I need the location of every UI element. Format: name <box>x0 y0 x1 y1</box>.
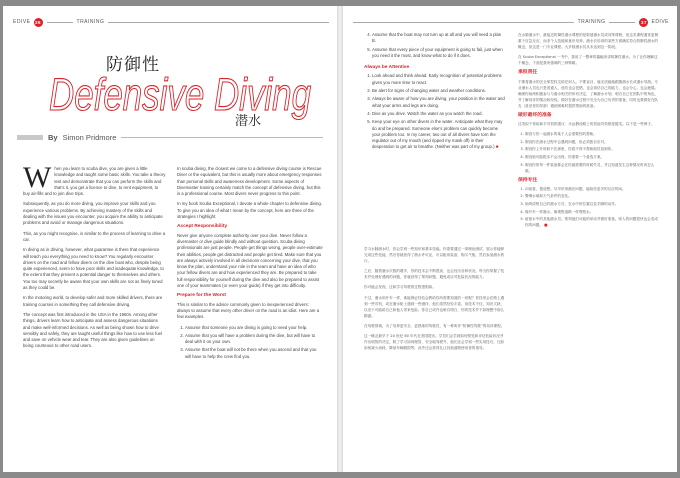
section-label: TRAINING <box>577 19 606 25</box>
byline <box>17 133 323 142</box>
page-number-badge: 36 <box>35 19 42 25</box>
running-header <box>353 17 669 27</box>
paragraph: Subsequently, as you do more diving, you improve your skills and you experience various problems. By achieving mastery of the skills and dealing with the issues you encounter, you acquire the ability to anticipate problems and avoid or manage dangerous situations. <box>23 201 163 226</box>
paragraph: This, as you might recognise, is similar to the process of learning to drive a car. <box>23 230 166 242</box>
header-rule <box>353 22 574 23</box>
list-item: 1. Look ahead and think ahead. Early recognition of potential problems gives you more time to react. <box>372 73 506 86</box>
paragraph <box>23 161 166 197</box>
list-item: 5. Assume that every piece of your equipment is going to fail, just when you need it the most, and know what to do if it does. <box>372 47 506 60</box>
subheading: Accept Responsibility <box>177 224 228 230</box>
list-item: 4. 像开车一样潜水。像观察道路一样观察水。 <box>525 209 661 215</box>
list-item: 4. Assume that the boat may not turn up at all and you will need a plan B. <box>372 32 506 45</box>
paragraph: 不要将潜水的完全掌控权交给任何人。不要盲目、毫无质疑地跟随潜水长或潜水导游。专业潜水人员也只是普通人，他们也会犯错，也会高估自己的能力，也会分心，也会疲倦。确保你始终积极参与与潜水相关的所有决定，了解潜水计划，明白自己在团队中的角色，并了解同伴的情况和经验。做好在潜水过程中完全为自己负责的准备，同时也要做好在队友（甚至你的导游）遇到困难时提供帮助的准备。 <box>518 79 659 108</box>
numbered-list <box>518 131 661 174</box>
body-column-1 <box>23 161 166 354</box>
article-title <box>47 60 327 120</box>
paragraph: 之后，随着潜水次数的增多，你的技术会不断提高，也会经历各种状况。每当你掌握了技术并处理好遇到的问题，你就获得了预判问题、避免或应对危险状况的能力。 <box>364 269 505 280</box>
chinese-column-1 <box>364 246 506 355</box>
running-header <box>13 17 329 27</box>
numbered-list <box>364 32 506 59</box>
subheading: Prepare for the Worst <box>177 293 226 299</box>
chinese-subtitle: 潜水 <box>235 114 262 129</box>
paragraph: In the motoring world, to develop safer and more skilled drivers, there are training courses in something they call defensive driving. <box>23 295 163 307</box>
paragraph: 这一概念最早于 20 世纪 60 年代在美国提出。学员们会学到如何预见和评估危险状况并作出明智的决定。除了学习如何理智、安全地驾驶外，他们还会学到一些实用技巧，比如如何减少油耗、降低车辆磨损等，此外还会获得礼让其他道路使用者的指导。 <box>364 334 505 351</box>
paragraph: 不过，潜水和开车一样，谁能保证经验会教给你所需要知道的一切呢？你经常会在路上遇到一些司机，或在潜水船上遇到一些潜伴，他们虽然经验丰富，但技术不佳、知识欠缺，以至于可能给自己和他人带来危险。你自己或许也暗自明白，你的技术并不如理想中那么精湛。 <box>364 295 505 318</box>
page-number-badge: 37 <box>640 19 647 25</box>
paragraph-text: hen you learn to scuba dive, you are given a little knowledge and taught some basic skills. You take a theory test and demonstrate that you can perform the skills and that’s it, you get a licence to dive, to rent equipment, to buy air-fills and to join dive trips. <box>23 166 166 197</box>
numbered-list <box>177 325 323 360</box>
body-column-1 <box>364 32 506 155</box>
header-rule <box>609 22 635 23</box>
byline-rule <box>121 137 323 138</box>
drop-cap: W <box>23 161 52 194</box>
header-rule <box>108 22 329 23</box>
list-item: 1. 向前看，提前想。尽早识别潜在问题，能给你更多的反应时间。 <box>525 186 661 192</box>
chinese-column-2 <box>518 32 661 232</box>
left-page <box>3 6 337 472</box>
subheading: Always be Attentive <box>364 65 410 71</box>
magazine-name: EDIVE <box>13 19 31 25</box>
list-item <box>372 119 506 150</box>
list-item: 5. 假设你的每一件装备都会在你最需要的时候失灵，并且知道发生这种情况时该怎么做。 <box>525 162 661 174</box>
paragraph: This is similar to the advice commonly given to inexperienced drivers: always to assume that every other driver on the road is an idiot. Here are a few examples. <box>177 301 320 320</box>
end-mark-icon: ■ <box>544 223 548 228</box>
paragraph: In scuba diving, the closest we come to a defensive diving course is Rescue Diver or the equivalent, but this is usually more about emergency responses than personal skills and awareness development. Some aspects of Divemaster training certainly match the concept of defensive diving, but this is a professional course. Most divers never progress to this point. <box>177 166 322 197</box>
body-column-2 <box>177 166 323 364</box>
section-label: TRAINING <box>76 19 105 25</box>
subheading: 保持专注 <box>518 177 538 183</box>
list-item: 2. Assume that you will have a problem during the dive, but will have to deal with it on your own. <box>185 333 323 346</box>
paragraph: In diving as in driving, however, what guarantee is there that experience will teach you everything you need to know? You regularly encounter drivers on the road and fellow divers on the dive boat who, despite being quite experienced, seem to have poor skills and inadequate knowledge, to the extent that they present a potential danger to themselves and others. You too may secretly be aware that your own skills are not as finely tuned as they could be. <box>23 247 164 291</box>
list-item-text: 留意水中的其他潜水员。预判他们可能的举动并做好准备。别人的问题很快也会变成你的问题。 <box>525 217 658 228</box>
list-item: 1. Assume that someone you are diving is going to need your help. <box>185 325 323 331</box>
list-item: 2. 警惕水域和天气条件的变化。 <box>525 193 661 199</box>
list-item <box>525 216 661 228</box>
paragraph: 这类似于常给新手司机的建议：永远假设路上的其他司机都是傻瓜。以下是一些例子。 <box>518 122 655 127</box>
paragraph: 学习水肺潜水时，你会学到一些知识和基本技能。你需要通过一项理论测试，展示你能够完成这些技能，然后你就获得了潜水许可证，可以租用装备、购买气瓶、然后参加潜水旅行。 <box>364 247 505 264</box>
article-title-text: Defensive Diving <box>49 69 311 120</box>
list-item: 3. Assume that the boat will not be there when you ascend and that you will have to help the crew find you. <box>185 347 323 360</box>
end-mark-icon: ■ <box>495 144 499 150</box>
chinese-title: 防御性 <box>106 55 160 75</box>
numbered-list <box>364 73 506 150</box>
list-item: 2. Be alert for signs of changing water and weather conditions. <box>372 88 506 94</box>
paragraph: 你可能会发现，这和学习驾驶的过程很相似。 <box>364 285 436 290</box>
byline-by: By <box>48 133 58 142</box>
subheading: 承担责任 <box>518 70 538 76</box>
list-item: 4. Dive as you drive. Watch the water as you watch the road. <box>372 111 506 117</box>
right-page <box>343 6 677 472</box>
paragraph: 在水肺潜水中，最接近防御性潜水课程的是救援潜水员或同等课程，但这类课程通常更侧重于应急反应，而非个人技能和意识培养。潜水长培训的某些方面确实符合防御性潜水的概念，但这是一门专业课程。大多数潜水员从未达到这一阶段。 <box>518 33 659 50</box>
paragraph: Never give anyone complete authority over your dive. Never follow a divemaster or dive guide blindly and without question. Scuba diving professionals are just people. People get things wrong, people over-estimate their abilities, people get distracted and people get tired. Make sure that you are always actively involved in all decisions concerning your dive, that you know the plan, understand your role in the team and have an idea of who your fellow divers are and how experienced they are. Be prepared to take full responsibility for yourself during the dive and also be prepared to assist one of your teammates (or even your guide) if they get into difficulty. <box>177 232 323 289</box>
paragraph: The concept was first introduced in the USA in the 1960s. Among other things, drivers learn how to anticipate and assess dangerous situations and make well-informed decisions. As well as being shown how to drive sensibly and safely, they are taught useful things like how to use less fuel and save on vehicle wear and tear. They are also given guidelines on being courteous to other road users. <box>23 311 162 349</box>
list-item: 4. 假设船可能根本不会出现，你需要一个备选方案。 <box>525 154 661 160</box>
list-item: 1. 假设与你一起潜水的某个人会需要你的帮助。 <box>525 131 661 137</box>
list-item: 2. 假设你在潜水过程中会遇到问题，但必须独自应对。 <box>525 139 661 145</box>
paragraph: 在 Scuba Exceptional 一书中，我用了一整章的篇幅来讲防御性潜水。为了让你理解这个概念，下面是我所强调的三种策略。 <box>518 55 658 66</box>
list-item-text: Keep your eye on other divers in the water. Anticipate what they may do and be prepared. Someone else’s problem can quickly become your problem too. In my career, two out of all divers have torn the regulator out of my mouth (and ripped my mask off) in their desperation to get air to breathe. (Neither was part of my group.) <box>372 119 503 150</box>
list-item: 3. Always be aware of how you are diving, your position in the water and what your arms and legs are doing. <box>372 96 506 109</box>
paragraph: 在驾驶领域，为了培养更安全、更熟练的驾驶员，有一种叫作“防御性驾驶”的培训课程。 <box>364 323 505 328</box>
byline-bar <box>17 135 43 140</box>
list-item: 3. 假设你上升时船不在那里，你将不得不帮助船员找到你。 <box>525 146 661 152</box>
magazine-name: EDIVE <box>651 19 669 25</box>
author-name: Simon Pridmore <box>62 133 117 142</box>
subheading: 做好最坏的准备 <box>518 113 552 119</box>
numbered-list <box>518 186 661 229</box>
header-rule <box>47 22 73 23</box>
paragraph: In my book Scuba Exceptional, I devote a whole chapter to defensive diving. To give you an idea of what I mean by the concept, here are three of the strategies I highlight. <box>177 201 322 220</box>
list-item: 3. 始终清楚自己的潜水方式、在水中的位置以及手脚的动作。 <box>525 201 661 207</box>
